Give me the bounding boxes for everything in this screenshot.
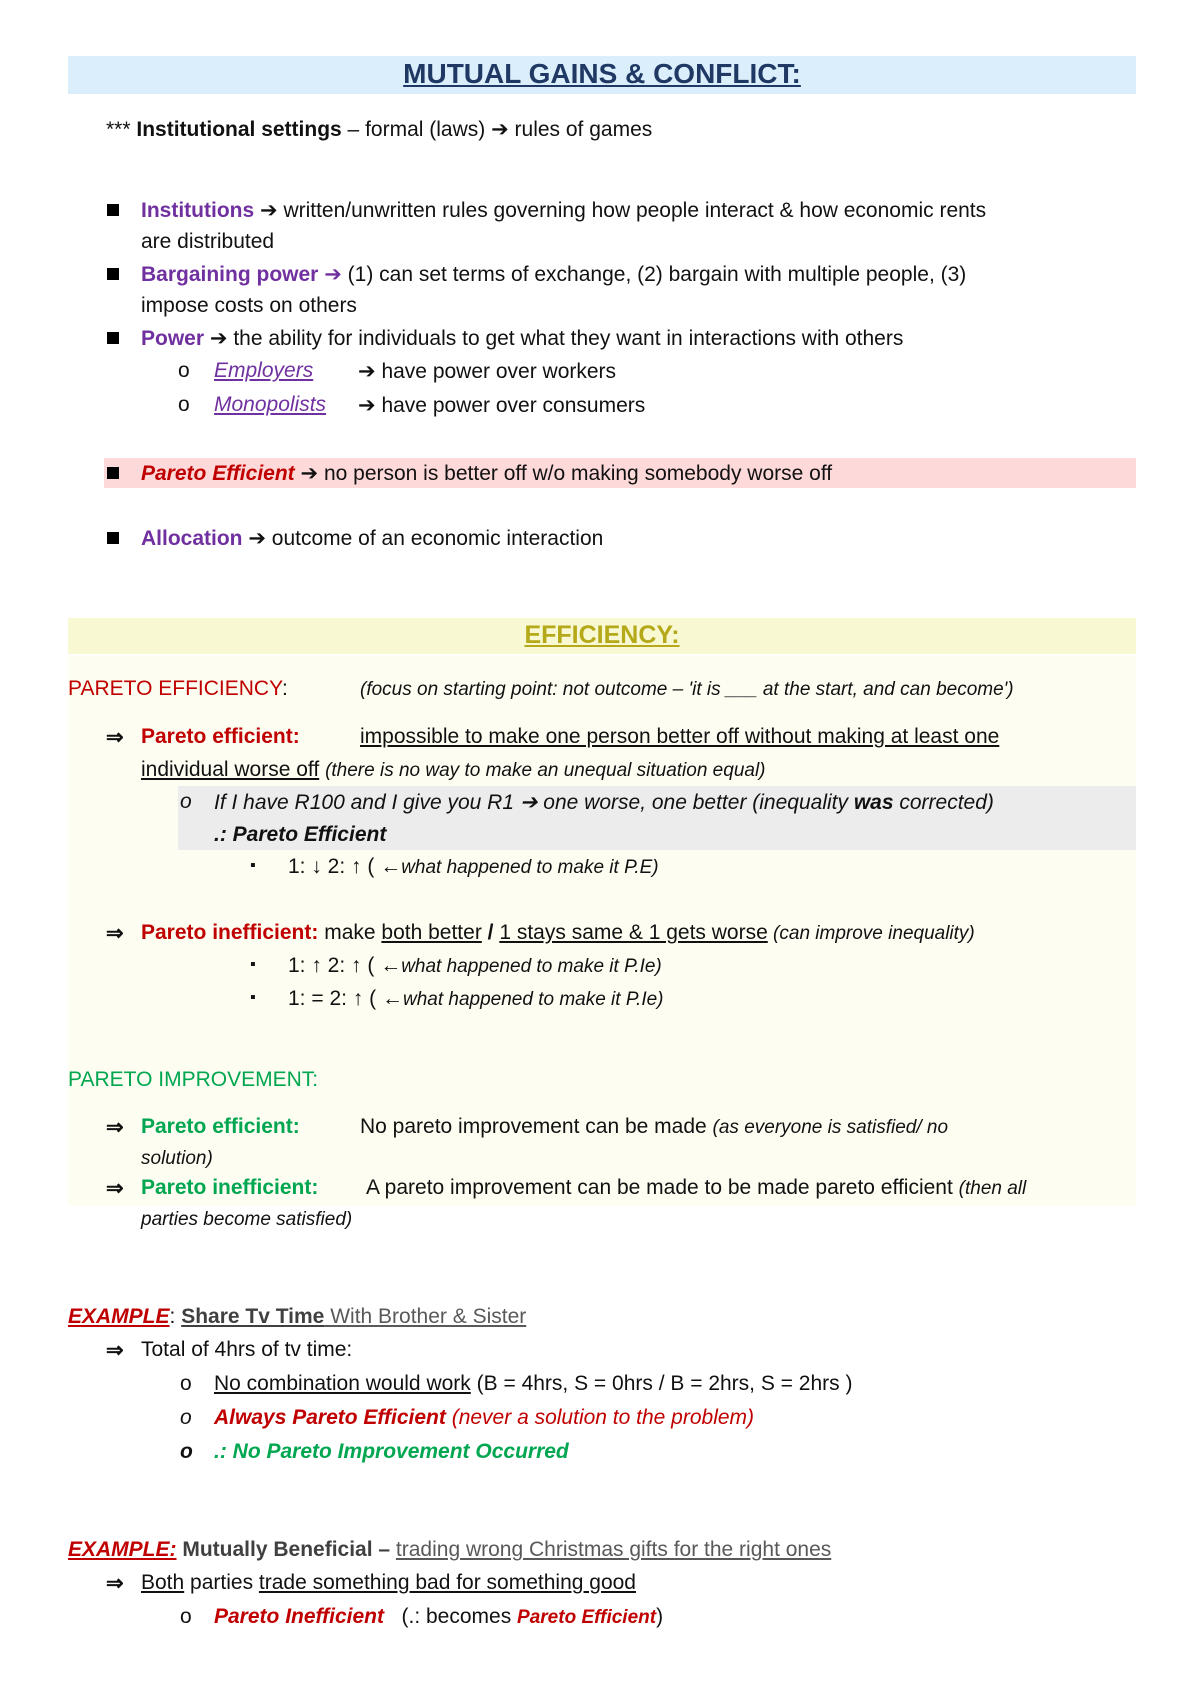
pe-example-line [214,790,994,815]
pe-example-therefore: .: Pareto Efficient [214,823,387,846]
example2-sub-red: Pareto Inefficient [214,1605,384,1628]
pe-example-was: was [853,791,894,814]
efficiency-title: EFFICIENCY: [524,621,680,649]
example2-u1: Both [141,1571,185,1594]
bargaining-text: (1) can set terms of exchange, (2) bargain with multiple people, (3) [341,263,967,286]
pi-bullet1 [288,954,662,978]
circle-bullet-icon: o [180,790,192,813]
example1-sub3: .: No Pareto Improvement Occurred [214,1440,569,1463]
improvement-eff-note2: solution) [141,1148,213,1169]
allocation-line [141,526,603,551]
power-sub-employers-text [214,359,313,383]
example1-sub1-u: No combination would work [214,1372,471,1395]
pi-bullet2-note: what happened to make it P.Ie) [402,989,664,1010]
power-sub-monopolists-def [358,393,645,418]
pe-example-c: corrected) [893,791,994,814]
example1-sub1-text: (B = 4hrs, S = 0hrs / B = 2hrs, S = 2hrs ) [470,1372,853,1395]
pe-efficient-line2 [141,758,766,782]
arrow-icon: ➔ [248,527,266,550]
pi-bullet1-note: what happened to make it P.Ie) [401,956,662,977]
example2-rest: trading wrong Christmas gifts for the right ones [395,1538,832,1561]
example2-line1 [141,1571,636,1595]
pe-heading-line [68,677,288,701]
example1-sub2 [214,1406,754,1430]
pi-both: both better [381,921,482,944]
intro-line [106,117,652,142]
institutions-line [141,198,986,223]
left-arrow-icon: ← [381,987,403,1010]
double-arrow-icon: ⇒ [106,1572,124,1595]
employers-def: have power over workers [375,360,617,383]
improvement-ineff-text: A pareto improvement can be made to be made pareto efficient [366,1176,959,1199]
circle-bullet-icon: o [178,393,190,416]
double-arrow-icon: ⇒ [106,922,124,945]
pareto-def-line [141,461,832,486]
arrow-icon: ➔ [491,118,509,141]
square-bullet-icon [107,532,119,544]
circle-bullet-icon: o [180,1372,192,1395]
improvement-eff-label: Pareto efficient: [141,1115,300,1138]
institutions-term: Institutions [141,199,255,222]
power-term: Power [141,327,205,350]
power-sub-monopolists [178,393,190,417]
improvement-eff-note: (as everyone is satisfied/ no [712,1117,949,1138]
example2-sub-red2: Pareto Efficient [517,1607,657,1628]
monopolists-link[interactable]: Monopolists [214,393,327,416]
circle-bullet-icon: o [178,359,190,382]
example2-mid: parties [184,1571,259,1594]
pe-colon: : [281,677,288,700]
square-small-bullet-icon: ▪ [250,956,256,973]
arrow-icon: ➔ [209,327,228,350]
pe-bullet1-text: 1: ↓ 2: ↑ ( [288,855,381,878]
pi-inefficient-label: Pareto inefficient: [141,921,319,944]
example1-label: EXAMPLE [68,1305,170,1328]
example2-u2: trade something bad for something good [258,1571,636,1594]
example1-bold: Share Tv Time [181,1305,325,1328]
circle-bullet-icon: o [180,1406,192,1429]
example1-line1: Total of 4hrs of tv time: [141,1338,353,1361]
arrow-icon: ➔ [324,263,342,286]
improvement-ineff-note2: parties become satisfied) [141,1209,353,1230]
pe-efficient-def1: impossible to make one person better off without making at least one [360,725,1000,748]
page-title: MUTUAL GAINS & CONFLICT: [403,58,801,89]
circle-bullet-icon: o [180,1440,193,1463]
pi-note: (can improve inequality) [767,923,975,944]
example2-label: EXAMPLE: [68,1538,177,1561]
pi-make: make [324,921,382,944]
bargaining-term: Bargaining power [141,263,319,286]
example2-heading [68,1538,831,1562]
pi-stays: 1 stays same & 1 gets worse [499,921,768,944]
circle-bullet-icon: o [180,1605,192,1628]
power-sub-employers [178,359,190,383]
improvement-ineff-label: Pareto inefficient: [141,1176,319,1199]
double-arrow-icon: ⇒ [106,1177,124,1200]
arrow-icon: ➔ [519,791,538,814]
bargaining-line [141,262,966,287]
example1-heading [68,1305,526,1329]
employers-link[interactable]: Employers [214,359,314,382]
pe-example-a: If I have R100 and I give you R1 [214,791,520,814]
example1-colon: : [169,1305,182,1328]
pe-heading: PARETO EFFICIENCY [68,677,282,700]
example1-sub2-red: Always Pareto Efficient [214,1406,446,1429]
pe-note: (focus on starting point: not outcome – 'it is ___ at the start, and can become') [360,679,1014,700]
double-arrow-icon: ⇒ [106,726,124,749]
intro-dash: – formal (laws) [341,118,492,141]
power-text: the ability for individuals to get what they want in interactions with others [227,327,904,350]
pe-example-b: one worse, one better (inequality [537,791,854,814]
improvement-ineff-line [366,1176,1026,1200]
pi-inefficient-line [141,921,975,945]
pe-bullet1 [288,855,659,879]
allocation-term: Allocation [141,527,243,550]
example1-sub1 [214,1372,852,1396]
example1-sub2-text: (never a solution to the problem) [445,1406,755,1429]
pe-efficient-note: (there is no way to make an unequal situation equal) [325,760,766,781]
arrow-icon: ➔ [300,462,319,485]
square-small-bullet-icon: ▪ [250,857,256,874]
pi-slash: / [481,921,500,944]
stars: *** [106,118,131,141]
improvement-heading: PARETO IMPROVEMENT: [68,1068,319,1091]
example1-rest: With Brother & Sister [324,1305,527,1328]
monopolists-def: have power over consumers [375,394,646,417]
example2-sub [214,1605,663,1629]
power-sub-monopolists-text [214,393,326,417]
left-arrow-icon: ← [380,954,402,977]
improvement-eff-line [360,1115,948,1139]
pe-efficient-label: Pareto efficient: [141,725,300,748]
pareto-def-term: Pareto Efficient [141,462,295,485]
pe-efficient-def2: individual worse off [141,758,320,781]
square-small-bullet-icon: ▪ [250,989,256,1006]
square-bullet-icon [107,467,119,479]
double-arrow-icon: ⇒ [106,1339,124,1362]
power-line [141,326,903,351]
improvement-ineff-note: (then all [958,1178,1027,1199]
improvement-eff-text: No pareto improvement can be made [360,1115,713,1138]
pareto-def-text: no person is better off w/o making somebody worse off [318,462,833,485]
example2-bold: Mutually Beneficial – [176,1538,396,1561]
square-bullet-icon [107,268,119,280]
pi-bullet1-text: 1: ↑ 2: ↑ ( [288,954,381,977]
institutions-line2: are distributed [141,230,275,253]
left-arrow-icon: ← [380,855,402,878]
pi-bullet2 [288,987,664,1011]
arrow-icon: ➔ [358,360,376,383]
arrow-icon: ➔ [260,199,278,222]
institutions-text: written/unwritten rules governing how people interact & how economic rents [277,199,987,222]
intro-rest: rules of games [508,118,653,141]
intro-term: Institutional settings [136,118,342,141]
square-bullet-icon [107,204,119,216]
example2-sub-open: (.: becomes [384,1605,518,1628]
bargaining-line2: impose costs on others [141,294,357,317]
arrow-icon: ➔ [358,394,376,417]
pe-bullet1-note: what happened to make it P.E) [401,857,659,878]
allocation-text: outcome of an economic interaction [265,527,604,550]
example2-sub-close: ) [656,1605,664,1628]
square-bullet-icon [107,332,119,344]
double-arrow-icon: ⇒ [106,1116,124,1139]
power-sub-employers-def [358,359,616,384]
pi-bullet2-text: 1: = 2: ↑ ( [288,987,382,1010]
